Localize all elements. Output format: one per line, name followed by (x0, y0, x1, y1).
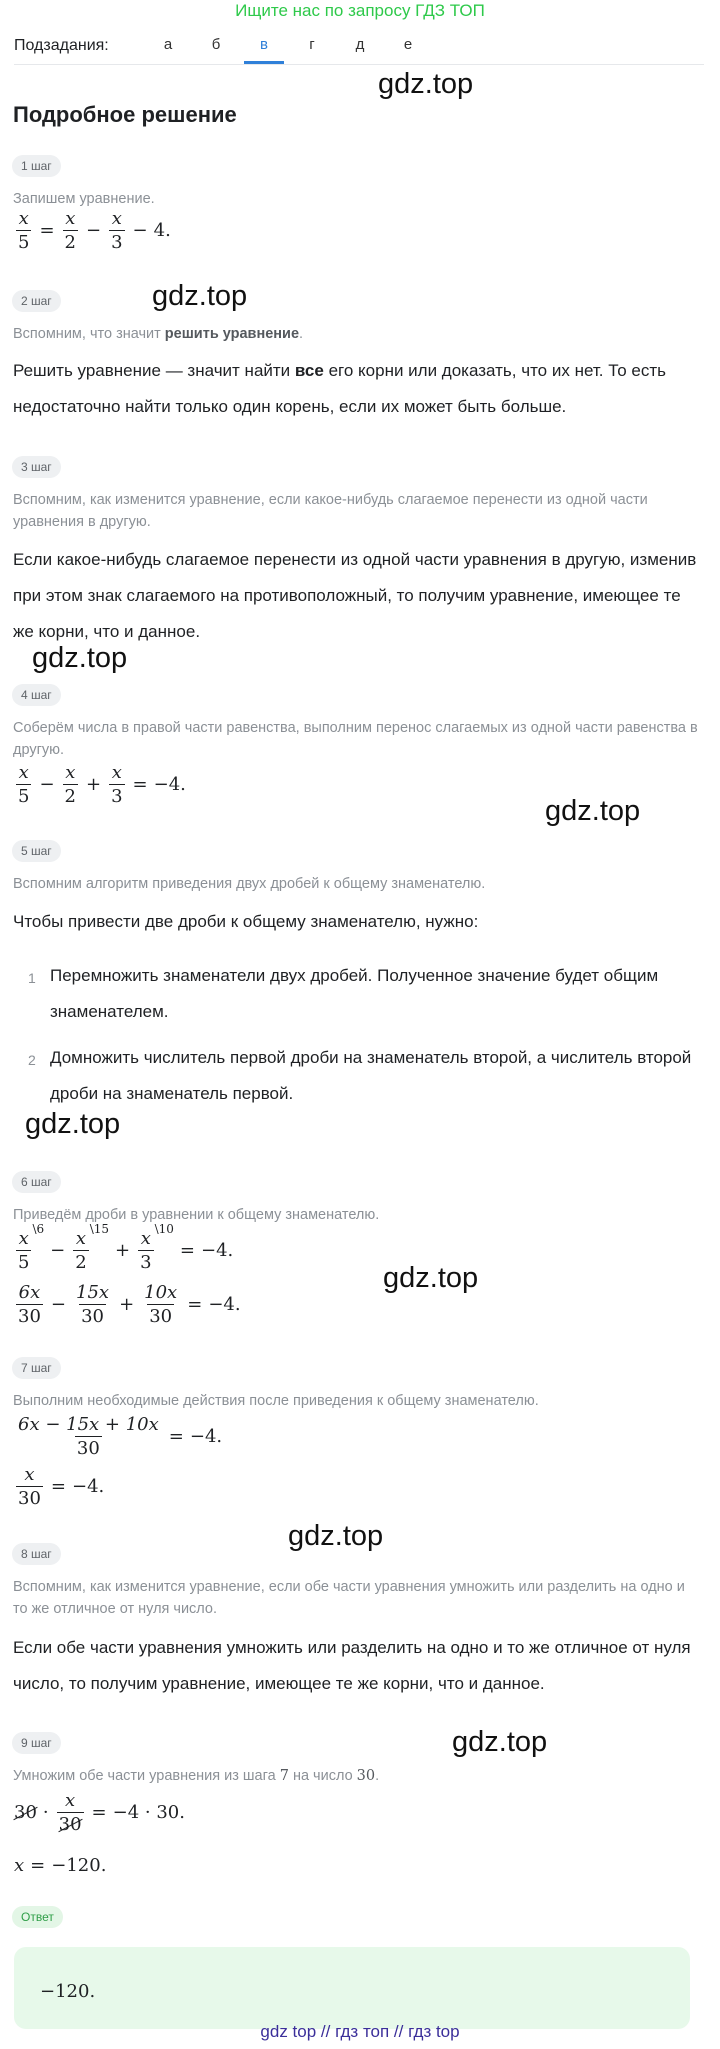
watermark: gdz.top (545, 795, 641, 827)
subtasks-bar (14, 34, 704, 65)
step-hint: Запишем уравнение. (13, 191, 155, 207)
tab-g[interactable]: г (309, 36, 315, 53)
tab-d[interactable]: д (355, 36, 365, 53)
list-item: 2 Домножить числитель первой дроби на знаменатель второй, а числитель второй дроби на знаменатель первой. (28, 1048, 692, 1103)
step-hint: Вспомним, как изменится уравнение, если какое-нибудь слагаемое перенести из одной части уравнения в другую. (13, 492, 648, 530)
step-hint: Выполним необходимые действия после приведения к общему знаменателю. (13, 1393, 539, 1409)
watermark: gdz.top (25, 1108, 121, 1140)
tab-b[interactable]: б (211, 36, 221, 53)
step-badge: 4 шаг (12, 684, 61, 706)
answer-badge: Ответ (12, 1906, 63, 1928)
step-badge: 7 шаг (12, 1357, 61, 1379)
equation-step-7b: $\frac{x}{30}$ = −4. (18, 1464, 105, 1509)
answer-box (14, 1947, 690, 2029)
step-badge: 1 шаг (12, 155, 61, 177)
footer-links[interactable]: gdz top // гдз топ // гдз top (260, 2022, 460, 2041)
step-hint: Соберём числа в правой части равенства, выполним перенос слагаемых из одной части равенства в другую. (13, 720, 698, 758)
step-hint: Приведём дроби в уравнении к общему знаменателю. (13, 1207, 380, 1223)
promo-banner[interactable]: Ищите нас по запросу ГДЗ ТОП (235, 1, 485, 20)
tab-a[interactable]: а (163, 36, 173, 53)
page-title: Подробное решение (13, 102, 237, 127)
watermark: gdz.top (378, 68, 474, 100)
tab-e[interactable]: е (403, 36, 413, 53)
step-badge: 5 шаг (12, 840, 61, 862)
step-badge: 2 шаг (12, 290, 61, 312)
equation-step-9b: x = −120. (14, 1855, 107, 1876)
watermark: gdz.top (452, 1726, 548, 1758)
watermark: gdz.top (288, 1520, 384, 1552)
step-badge: 6 шаг (12, 1171, 61, 1193)
step-text: Решить уравнение — значит найти все его корни или доказать, что их нет. То есть недостаточно найти только один корень, если их может быть больше. (13, 361, 667, 416)
step-text: Если какое-нибудь слагаемое перенести из одной части уравнения в другую, изменив при этом знак слагаемого на противоположный, то получим уравнение, имеющее те же корни, что и данное. (13, 550, 697, 641)
step-text: Чтобы привести две дроби к общему знаменателю, нужно: (13, 912, 479, 931)
equation-step-9a: 30 · $\frac{x}{30}$ = −4 · 30. (14, 1790, 185, 1835)
step-badge: 9 шаг (12, 1732, 61, 1754)
list-item: 1 Перемножить знаменатели двух дробей. Полученное значение будет общим знаменателем. (28, 966, 659, 1021)
tab-v[interactable]: в (244, 34, 284, 64)
algorithm-list (28, 958, 708, 1112)
equation-step-6b: $\frac{6x}{30}$ − $\frac{15x}{30}$ + $\frac{10x}{30}$ = −4. (18, 1282, 241, 1327)
subtasks-label: Подзадания: (14, 37, 109, 54)
step-badge: 3 шаг (12, 456, 61, 478)
watermark: gdz.top (32, 642, 128, 674)
step-hint: Вспомним алгоритм приведения двух дробей к общему знаменателю. (13, 876, 486, 892)
equation-step-4: $\frac{x}{5}$ − $\frac{x}{2}$ + $\frac{x}{3}$ = −4. (18, 762, 186, 807)
step-hint: Умножим обе части уравнения из шага 7 на число 30. (13, 1768, 380, 1784)
watermark: gdz.top (383, 1262, 479, 1294)
step-text: Если обе части уравнения умножить или разделить на одно и то же отличное от нуля число, то получим уравнение, имеющее те же корни, что и данное. (13, 1638, 691, 1693)
equation-step-7a: $\frac{6x - 15x + 10x}{30}$ = −4. (18, 1414, 223, 1459)
answer-value: −120. (40, 1981, 96, 2002)
equation-step-6a: $\frac{x}{5}$ \6 − $\frac{x}{2}$ \15 + $\frac{x}{3}$ \10 = −4. (18, 1222, 234, 1273)
step-hint: Вспомним, как изменится уравнение, если обе части уравнения умножить или разделить на одно и то же отличное от нуля число. (13, 1579, 685, 1617)
step-hint: Вспомним, что значит решить уравнение. (13, 326, 304, 342)
watermark: gdz.top (152, 280, 248, 312)
step-badge: 8 шаг (12, 1543, 61, 1565)
equation-step-1: $\frac{x}{5}$ = $\frac{x}{2}$ − $\frac{x}{3}$ − 4. (18, 208, 171, 253)
